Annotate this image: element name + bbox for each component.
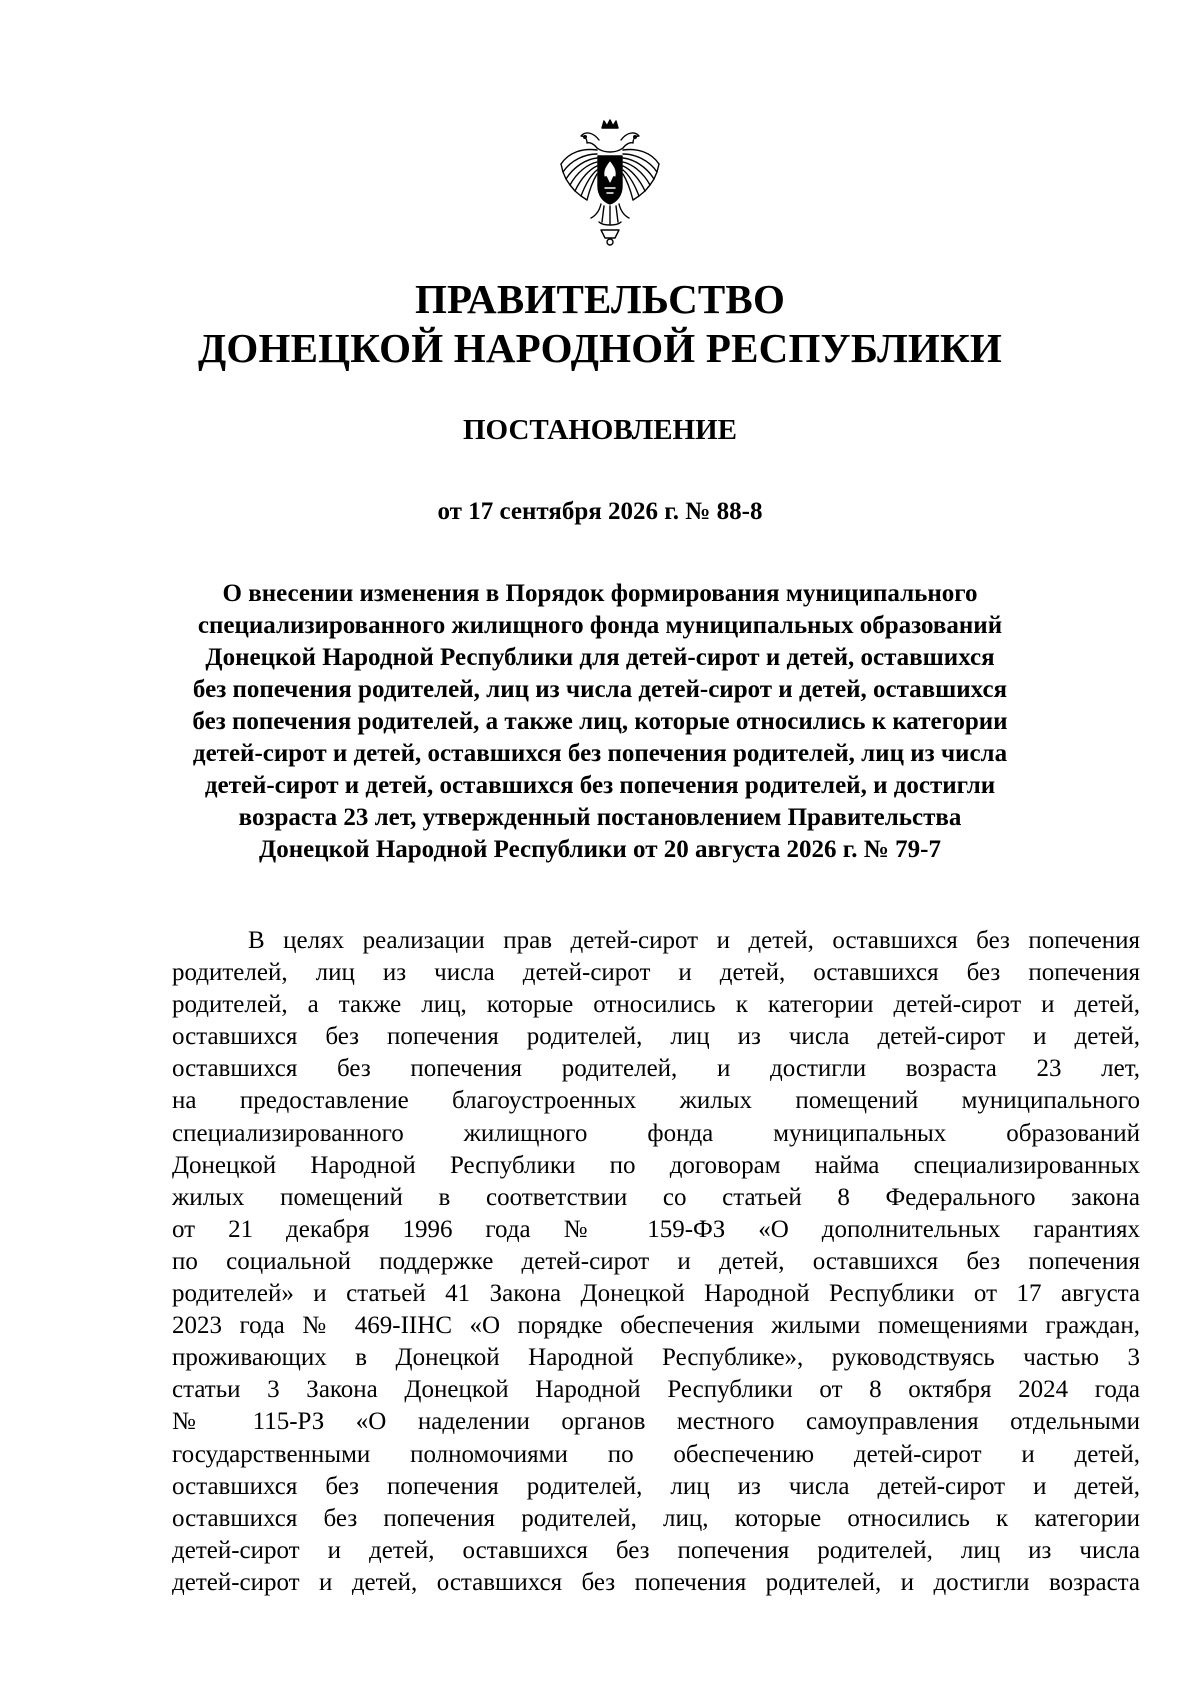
- double-headed-eagle-icon: [557, 118, 663, 248]
- coat-of-arms-emblem: [557, 118, 663, 248]
- body-line: детей-сирот и детей, оставшихся без попечения родителей, лиц из числа: [172, 1536, 1140, 1564]
- subject-line: Донецкой Народной Республики от 20 августа 2026 г. № 79-7: [259, 836, 941, 863]
- body-line: В целях реализации прав детей-сирот и детей, оставшихся без попечения: [248, 927, 1140, 954]
- body-line: специализированного жилищного фонда муниципальных образований: [172, 1119, 1140, 1147]
- body-line: оставшихся без попечения родителей, и достигли возраста 23 лет,: [172, 1055, 1140, 1083]
- body-line: жилых помещений в соответствии со статьей 8 Федерального закона: [172, 1183, 1140, 1211]
- body-line: от 21 декабря 1996 года № 159-ФЗ «О дополнительных гарантиях: [172, 1215, 1140, 1243]
- body-line: родителей, лиц из числа детей-сирот и детей, оставшихся без попечения: [172, 959, 1140, 987]
- body-line: на предоставление благоустроенных жилых помещений муниципального: [172, 1087, 1140, 1115]
- body-line: родителей, а также лиц, которые относились к категории детей-сирот и детей,: [172, 991, 1140, 1019]
- government-title-line-1: ПРАВИТЕЛЬСТВО: [414, 276, 786, 322]
- subject-line: специализированного жилищного фонда муниципальных образований: [197, 612, 1003, 639]
- subject-line: возраста 23 лет, утвержденный постановлением Правительства: [238, 804, 962, 831]
- body-line: оставшихся без попечения родителей, лиц из числа детей-сирот и детей,: [172, 1472, 1140, 1500]
- subject-line: без попечения родителей, а также лиц, которые относились к категории: [192, 708, 1008, 735]
- body-line: проживающих в Донецкой Народной Республике», руководствуясь частью 3: [172, 1344, 1140, 1372]
- subject-line: детей-сирот и детей, оставшихся без попечения родителей, лиц из числа: [192, 740, 1008, 767]
- document-date-number: от 17 сентября 2026 г. № 88-8: [437, 498, 763, 525]
- document-type: ПОСТАНОВЛЕНИЕ: [462, 414, 737, 446]
- government-title-line-2: ДОНЕЦКОЙ НАРОДНОЙ РЕСПУБЛИКИ: [198, 325, 1002, 371]
- body-line: государственными полномочиями по обеспечению детей-сирот и детей,: [172, 1440, 1140, 1468]
- body-line: 2023 года № 469-IIНС «О порядке обеспечения жилыми помещениями граждан,: [172, 1312, 1140, 1340]
- body-line: оставшихся без попечения родителей, лиц, которые относились к категории: [172, 1504, 1140, 1532]
- body-paragraph: [172, 925, 1140, 1599]
- body-line: детей-сирот и детей, оставшихся без попечения родителей, и достигли возраста: [172, 1568, 1140, 1596]
- body-line: статьи 3 Закона Донецкой Народной Республики от 8 октября 2024 года: [172, 1376, 1140, 1404]
- document-subject: [150, 578, 1050, 866]
- subject-line: без попечения родителей, лиц из числа детей-сирот и детей, оставшихся: [192, 676, 1008, 703]
- body-line: родителей» и статьей 41 Закона Донецкой Народной Республики от 17 августа: [172, 1280, 1140, 1308]
- body-line: № 115-РЗ «О наделении органов местного самоуправления отдельными: [172, 1408, 1140, 1436]
- subject-line: детей-сирот и детей, оставшихся без попечения родителей, и достигли: [204, 772, 996, 799]
- body-line: по социальной поддержке детей-сирот и детей, оставшихся без попечения: [172, 1247, 1140, 1275]
- body-line: оставшихся без попечения родителей, лиц из числа детей-сирот и детей,: [172, 1023, 1140, 1051]
- subject-line: Донецкой Народной Республики для детей-сирот и детей, оставшихся: [205, 644, 995, 671]
- body-line: Донецкой Народной Республики по договорам найма специализированных: [172, 1151, 1140, 1179]
- subject-line: О внесении изменения в Порядок формирования муниципального: [222, 580, 978, 607]
